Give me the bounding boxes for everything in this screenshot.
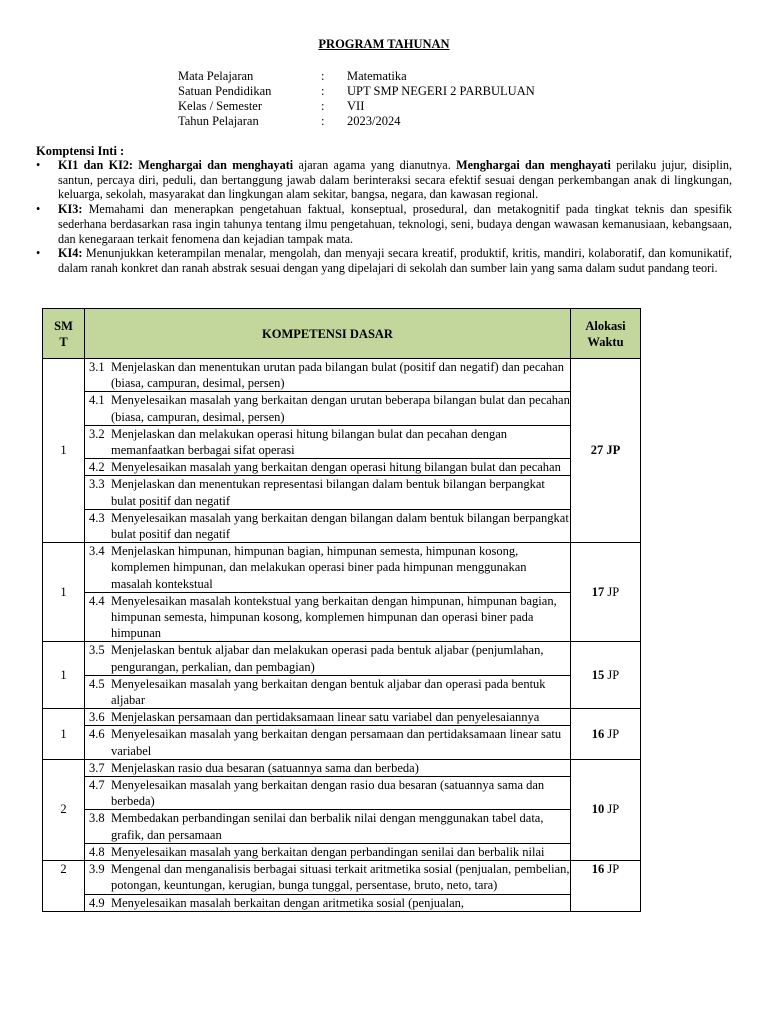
meta-value: Matematika: [347, 69, 407, 83]
kd-number: 3.2: [89, 426, 105, 441]
kd-text: Menyelesaikan masalah kontekstual yang berkaitan dengan himpunan, himpunan bagian, himpunan semesta, himpunan kosong, komplemen himpunan dan operasi biner pada himpunan: [111, 593, 557, 641]
ki-code: KI4:: [58, 246, 83, 261]
kd-text: Menyelesaikan masalah yang berkaitan dengan urutan beberapa bilangan bulat dan pecahan (biasa, campuran, desimal, persen): [111, 393, 570, 424]
jp-value: 16: [591, 862, 605, 877]
kd-text: Membedakan perbandingan senilai dan berbalik nilai dengan menggunakan tabel data, grafik, dan persamaan: [111, 811, 544, 842]
kd-number: 3.7: [89, 760, 105, 775]
alokasi-cell: [571, 759, 641, 860]
kd-cell: [85, 476, 571, 509]
kd-cell: [85, 425, 571, 458]
alokasi-cell: [571, 642, 641, 709]
smt-cell: 2: [43, 759, 85, 860]
table-row: [43, 726, 641, 759]
kd-text: Menjelaskan persamaan dan pertidaksamaan linear satu variabel dan penyelesaiannya: [111, 710, 540, 725]
kd-number: 3.1: [89, 360, 105, 374]
table-row: [43, 894, 641, 911]
jp-unit: JP: [604, 584, 620, 599]
jp-unit: JP: [604, 862, 620, 877]
kd-text: Menyelesaikan masalah yang berkaitan dengan persamaan dan pertidaksamaan linear satu variabel: [111, 727, 562, 758]
ki-emphasis: Menghargai dan menghayati: [456, 158, 611, 172]
jp-value: 16: [591, 726, 605, 741]
table-row: [43, 392, 641, 425]
ki-item-3: [36, 202, 732, 246]
table-row: [43, 810, 641, 843]
ki-heading: Komptensi Inti :: [36, 144, 125, 158]
kd-text: Menjelaskan bentuk aljabar dan melakukan operasi pada bentuk aljabar (penjumlahan, pengurangan, perkalian, dan pembagian): [111, 643, 544, 674]
kd-number: 4.3: [89, 510, 105, 525]
header-smt: SM T: [43, 309, 85, 359]
kd-text: Menyelesaikan masalah yang berkaitan dengan perbandingan senilai dan berbalik nilai: [111, 844, 545, 859]
meta-label: Tahun Pelajaran: [178, 114, 259, 128]
kd-cell: [85, 759, 571, 776]
document-title: PROGRAM TAHUNAN: [318, 37, 450, 51]
bullet-icon: •: [36, 158, 41, 172]
meta-row-year: [178, 114, 535, 129]
alokasi-cell: [571, 709, 641, 760]
table-header-row: [43, 309, 641, 359]
kd-text: Menyelesaikan masalah berkaitan dengan aritmetika sosial (penjualan,: [111, 895, 464, 910]
meta-label: Mata Pelajaran: [178, 69, 254, 83]
kd-text: Menyelesaikan masalah yang berkaitan dengan bilangan dalam bentuk bilangan berpangkat bulat positif dan negatif: [111, 510, 569, 542]
kd-text: Menjelaskan rasio dua besaran (satuannya sama dan berbeda): [111, 760, 419, 775]
kd-cell: [85, 359, 571, 392]
ki-code: KI3:: [58, 202, 83, 217]
ki-text: Menunjukkan keterampilan menalar, mengolah, dan menyaji secara kreatif, produktif, kritis, mandiri, kolaboratif, dan komunikatif, dalam ranah konkret dan ranah abstrak sesuai dengan yang dipelajari di sekolah dan sumber lain yang sama dalam sudut pandang teori.: [58, 246, 732, 275]
meta-colon: :: [321, 69, 325, 83]
kd-number: 3.9: [89, 862, 105, 877]
table-row: [43, 509, 641, 542]
ki-emphasis: Menghargai dan menghayati: [138, 158, 294, 172]
kd-text: Menyelesaikan masalah yang berkaitan dengan rasio dua besaran (satuannya sama dan berbeda): [111, 778, 545, 809]
kd-text: Mengenal dan menganalisis berbagai situasi terkait aritmetika sosial (penjualan, pembelian, potongan, keuntungan, kerugian, bunga tunggal, persentase, bruto, neto, tara): [111, 862, 570, 893]
document-meta: [178, 69, 535, 129]
jp-unit: JP: [604, 667, 620, 682]
kd-number: 4.2: [89, 460, 105, 475]
smt-cell: 1: [43, 543, 85, 642]
meta-value: UPT SMP NEGERI 2 PARBULUAN: [347, 84, 535, 98]
meta-row-school: [178, 84, 535, 99]
kd-cell: [85, 709, 571, 726]
kd-text: Menjelaskan dan menentukan representasi bilangan dalam bentuk bilangan berpangkat bulat positif dan negatif: [111, 477, 545, 508]
jp-value: 10: [591, 802, 605, 817]
bullet-icon: •: [36, 246, 41, 261]
kd-cell: [85, 592, 571, 642]
table-row: [43, 592, 641, 642]
kd-number: 4.7: [89, 778, 105, 793]
kd-number: 3.6: [89, 710, 105, 725]
meta-label: Satuan Pendidikan: [178, 84, 272, 98]
table-row: [43, 675, 641, 708]
jp-unit: JP: [604, 802, 620, 817]
kd-text: Menyelesaikan masalah yang berkaitan dengan operasi hitung bilangan bulat dan pecahan: [111, 460, 561, 475]
kd-number: 4.5: [89, 676, 105, 691]
table-row: [43, 359, 641, 392]
kd-number: 3.3: [89, 477, 105, 492]
meta-colon: :: [321, 99, 325, 113]
kd-number: 4.9: [89, 895, 105, 910]
kd-text: Menjelaskan himpunan, himpunan bagian, himpunan semesta, himpunan kosong, komplemen himpunan, dan melakukan operasi biner pada himpunan menggunakan masalah kontekstual: [111, 544, 527, 591]
ki-item-1-2: [36, 158, 732, 202]
table-row: [43, 543, 641, 593]
alokasi-cell: [571, 543, 641, 642]
kd-cell: [85, 642, 571, 675]
kd-cell: [85, 894, 571, 911]
kd-text: Menyelesaikan masalah yang berkaitan dengan bentuk aljabar dan operasi pada bentuk aljabar: [111, 676, 546, 708]
meta-colon: :: [321, 84, 325, 98]
kd-cell: [85, 726, 571, 759]
table-row: [43, 843, 641, 860]
jp-value: 27 JP: [590, 443, 621, 458]
meta-label: Kelas / Semester: [178, 99, 263, 113]
table-row: [43, 642, 641, 675]
kompetensi-dasar-table: [42, 308, 641, 912]
kd-cell: [85, 810, 571, 843]
jp-value: 17: [591, 584, 605, 599]
kd-number: 3.4: [89, 544, 105, 559]
kd-number: 3.8: [89, 811, 105, 826]
table-row: [43, 709, 641, 726]
smt-cell: 2: [43, 861, 85, 912]
table-row: [43, 459, 641, 476]
kd-cell: [85, 861, 571, 894]
kd-cell: [85, 392, 571, 425]
ki-list: [36, 158, 732, 276]
smt-cell: 1: [43, 642, 85, 709]
table-row: [43, 759, 641, 776]
kd-number: 4.6: [89, 727, 105, 742]
table-row: [43, 777, 641, 810]
kd-cell: [85, 543, 571, 593]
meta-value: VII: [347, 99, 365, 113]
meta-value: 2023/2024: [347, 114, 401, 128]
kd-cell: [85, 509, 571, 542]
header-kompetensi-dasar: KOMPETENSI DASAR: [85, 309, 571, 359]
meta-colon: :: [321, 114, 325, 128]
meta-row-class: [178, 99, 535, 114]
kd-number: 4.1: [89, 393, 105, 408]
kd-cell: [85, 843, 571, 860]
jp-unit: JP: [604, 726, 620, 741]
alokasi-cell: [571, 359, 641, 543]
ki-text: Memahami dan menerapkan pengetahuan faktual, konseptual, prosedural, dan metakognitif pada tingkat teknis dan spesifik sederhana berdasarkan rasa ingin tahunya tentang ilmu pengetahuan, teknologi, seni, budaya dengan wawasan kemanusiaan, kebangsaan, dan kenegaraan terkait fenomena dan kejadian tampak mata.: [58, 202, 732, 246]
jp-value: 15: [591, 667, 605, 682]
table-row: [43, 861, 641, 894]
table-row: [43, 476, 641, 509]
header-alokasi-waktu: Alokasi Waktu: [571, 309, 641, 359]
alokasi-cell: [571, 861, 641, 912]
smt-cell: 1: [43, 709, 85, 760]
bullet-icon: •: [36, 202, 41, 217]
kd-number: 3.5: [89, 643, 105, 658]
smt-cell: 1: [43, 359, 85, 543]
table-row: [43, 425, 641, 458]
kd-cell: [85, 459, 571, 476]
ki-item-4: [36, 246, 732, 275]
ki-text: ajaran agama yang dianutnya.: [293, 158, 457, 172]
kd-number: 4.8: [89, 844, 105, 859]
ki-code: KI1 dan KI2:: [58, 158, 133, 172]
kd-text: Menjelaskan dan melakukan operasi hitung bilangan bulat dan pecahan dengan memanfaatkan berbagai sifat operasi: [111, 426, 508, 458]
kd-cell: [85, 675, 571, 708]
kd-number: 4.4: [89, 593, 105, 608]
kd-cell: [85, 777, 571, 810]
ki-text: perilaku jujur, disiplin, santun, percaya diri, peduli, dan bertanggung jawab dalam berinteraksi secara efektif sesuai dengan perkembangan anak di lingkungan, keluarga, sekolah, masyarakat dan lingkungan alam sekitar, bangsa, negara, dan kawasan regional.: [58, 158, 732, 202]
meta-row-subject: [178, 69, 535, 84]
kd-text: Menjelaskan dan menentukan urutan pada bilangan bulat (positif dan negatif) dan pecahan (biasa, campuran, desimal, persen): [111, 360, 564, 391]
